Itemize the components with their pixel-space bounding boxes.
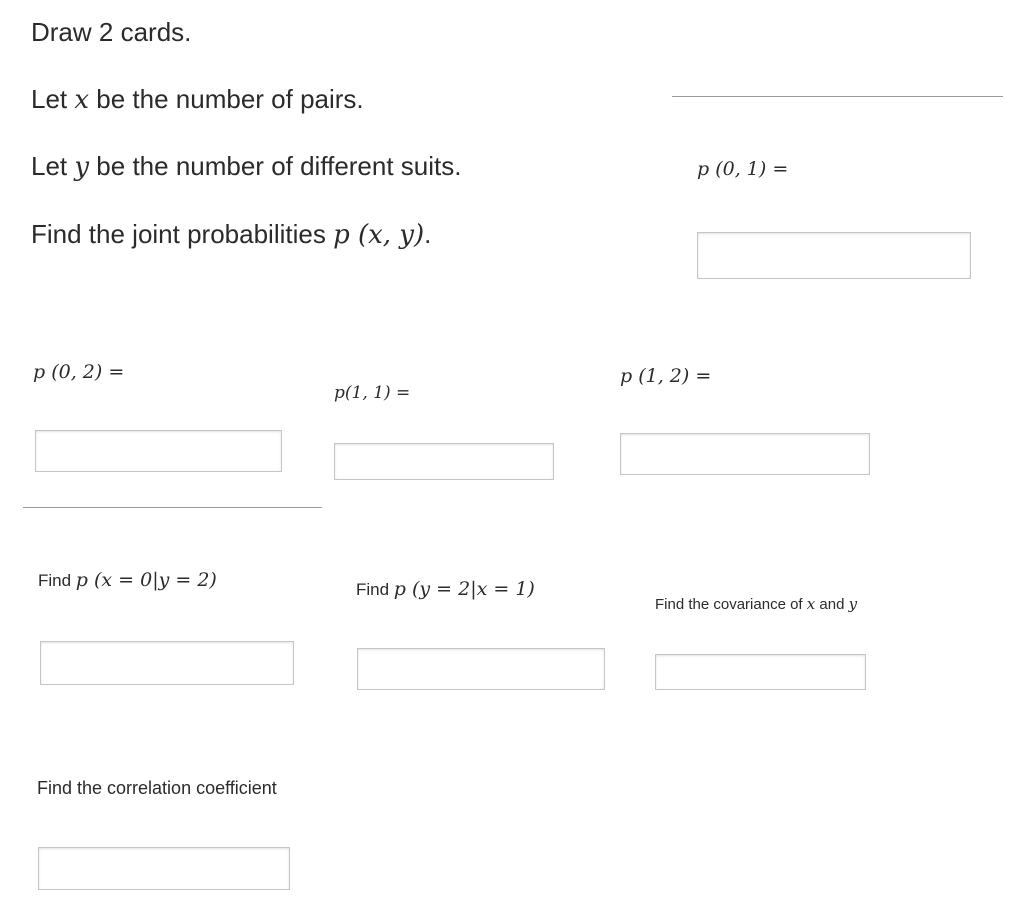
math-pxy: p (x, y) xyxy=(333,220,425,250)
p11-label: p(1, 1) = xyxy=(334,383,411,403)
intro-line-1: Draw 2 cards. xyxy=(31,17,192,47)
math: p (x = 0|y = 2) xyxy=(75,569,217,591)
text: be the number of different suits. xyxy=(89,151,462,181)
divider xyxy=(672,96,1003,97)
math-y: y xyxy=(848,595,858,613)
text: Let xyxy=(31,151,75,181)
cond1-input[interactable] xyxy=(40,641,294,685)
text: Find the covariance of xyxy=(655,596,807,613)
p12-label: p (1, 2) = xyxy=(620,365,712,387)
p12-input[interactable] xyxy=(620,433,870,475)
corr-input[interactable] xyxy=(38,847,290,890)
divider xyxy=(23,507,322,508)
math: p (y = 2|x = 1) xyxy=(393,578,535,600)
text: be the number of pairs. xyxy=(89,84,364,114)
text: Find the joint probabilities xyxy=(31,219,334,249)
math-x: x xyxy=(806,595,816,613)
cov-input[interactable] xyxy=(655,654,866,690)
math-x: x xyxy=(74,85,90,115)
p02-input[interactable] xyxy=(35,430,282,472)
intro-line-3 xyxy=(31,153,461,180)
p02-label: p (0, 2) = xyxy=(33,361,125,383)
intro-line-4 xyxy=(31,221,431,248)
math-y: y xyxy=(74,152,90,182)
intro-line-2 xyxy=(31,86,364,113)
p01-input[interactable] xyxy=(697,232,971,279)
cond2-input[interactable] xyxy=(357,648,605,690)
cov-label xyxy=(655,597,857,612)
p11-input[interactable] xyxy=(334,443,554,480)
cond2-label xyxy=(356,580,535,599)
text: Let xyxy=(31,84,75,114)
text: and xyxy=(815,596,849,613)
cond1-label xyxy=(38,571,217,590)
p01-label: p (0, 1) = xyxy=(697,158,789,180)
text: Find xyxy=(356,580,394,599)
text: Find xyxy=(38,571,76,590)
text: . xyxy=(424,219,432,249)
corr-label: Find the correlation coefficient xyxy=(37,778,277,798)
